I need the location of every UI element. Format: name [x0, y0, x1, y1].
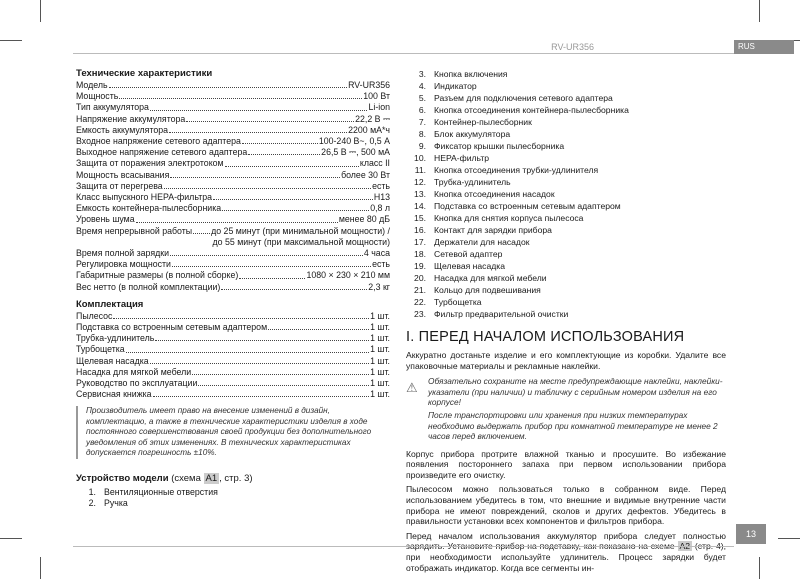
spec-row [76, 181, 390, 192]
crop-mark [0, 40, 22, 41]
crop-mark [759, 557, 760, 579]
spec-row [76, 226, 390, 237]
list-number: 12. [414, 177, 426, 187]
list-number: 6. [418, 105, 426, 115]
spec-row [76, 259, 390, 270]
list-number: 4. [418, 81, 426, 91]
spec-label: Время полной зарядки [76, 248, 169, 259]
crop-mark [0, 538, 22, 539]
spec-label: Щелевая насадка [76, 355, 149, 366]
spec-label: Руководство по эксплуатации [76, 378, 198, 389]
spec-row [76, 136, 390, 147]
list-item [406, 176, 726, 188]
spec-label: Входное напряжение сетевого адаптера [76, 136, 241, 147]
list-number: 19. [414, 261, 426, 271]
list-number: 17. [414, 237, 426, 247]
spec-value: 22,2 В ⎓ [355, 113, 390, 124]
spec-row [76, 378, 390, 389]
warning-block [406, 376, 726, 444]
list-number: 20. [414, 273, 426, 283]
page-number: 13 [736, 524, 766, 544]
kit-title: Комплектация [76, 298, 144, 310]
crop-mark [778, 538, 800, 539]
list-number: 7. [418, 117, 426, 127]
spec-row [76, 203, 390, 214]
list-item [406, 284, 726, 296]
leader-dots [248, 147, 320, 155]
list-text: Контакт для зарядки прибора [434, 225, 552, 235]
leader-dots [119, 91, 362, 99]
section-title: I. ПЕРЕД НАЧАЛОМ ИСПОЛЬЗОВАНИЯ [406, 329, 685, 345]
spec-label: Емкость аккумулятора [76, 124, 169, 135]
paragraph-text: при необходимости используйте удлинитель. Процесс зарядки будет отображать индикатор. Когда все сегменты ин- [406, 551, 726, 573]
leader-dots [136, 214, 338, 222]
list-text: Вентиляционные отверстия [104, 486, 218, 497]
list-item [406, 272, 726, 284]
spec-row [76, 125, 390, 136]
list-item [76, 498, 390, 510]
scheme-tag: A1 [205, 472, 218, 484]
list-text: Ручка [104, 498, 128, 509]
list-text: Блок аккумулятора [434, 129, 511, 139]
list-number: 15. [414, 213, 426, 223]
list-item [406, 260, 726, 272]
list-text: Кольцо для подвешивания [434, 285, 541, 295]
device-title [76, 473, 390, 485]
spec-value: есть [372, 259, 390, 270]
list-number: 22. [414, 297, 426, 307]
spec-label: Модель [76, 80, 108, 90]
list-number: 13. [414, 189, 426, 199]
spec-label: Турбощетка [76, 344, 125, 355]
spec-label: Габаритные размеры (в полной сборке) [76, 270, 239, 281]
list-item [406, 224, 726, 236]
spec-row [76, 356, 390, 367]
spec-value: 4 часа [363, 248, 390, 259]
spec-row [76, 333, 390, 344]
list-text: Кнопка отсоединения трубки-удлинителя [434, 165, 599, 175]
spec-row [76, 102, 390, 113]
spec-label: Тип аккумулятора [76, 102, 149, 113]
list-text: Фильтр предварительной очистки [434, 309, 569, 319]
warning-text: Обязательно сохраните на месте предупреждающие наклейки, наклейки-указатели (при наличии) и табличку с серийным номером изделия на его корпусе! [428, 376, 723, 407]
device-ref-prefix: (схема [171, 472, 204, 484]
spec-value: менее 80 дБ [338, 214, 390, 225]
list-number: 14. [414, 201, 426, 211]
spec-label: Емкость контейнера-пылесборника [76, 203, 222, 214]
spec-row [76, 389, 390, 400]
leader-dots [192, 367, 369, 375]
spec-value: 1 шт. [370, 322, 390, 333]
spec-label: Выходное напряжение сетевого адаптера [76, 147, 248, 158]
list-text: HEPA-фильтр [434, 153, 490, 163]
list-text: Трубка-удлинитель [434, 177, 511, 187]
spec-value: до 25 минут (при минимальной мощности) / [211, 225, 390, 236]
spec-row [76, 80, 390, 91]
list-item [76, 487, 390, 499]
device-list-left [76, 487, 390, 510]
spec-row [76, 367, 390, 378]
spec-label: Вес нетто (в полной комплектации) [76, 281, 221, 292]
kit-table [76, 311, 390, 401]
spec-label: Пылесос [76, 310, 113, 321]
list-text: Подставка со встроенным сетевым адаптером [434, 201, 621, 211]
spec-value: класс II [359, 158, 390, 169]
spec-label: Мощность всасывания [76, 169, 170, 180]
leader-dots [225, 158, 359, 166]
spec-label: Класс выпускного HEPA-фильтра [76, 192, 213, 203]
leader-dots [193, 226, 210, 234]
spec-value: 1 шт. [370, 310, 390, 321]
device-ref-suffix: , стр. 3) [219, 472, 253, 484]
spec-value-continued: до 55 минут (при максимальной мощности) [212, 236, 390, 247]
spec-value: 1080 × 230 × 210 мм [306, 270, 390, 281]
list-number: 2. [88, 498, 96, 509]
list-number: 9. [418, 141, 426, 151]
header-model: RV-UR356 [551, 42, 594, 52]
spec-label: Подставка со встроенным сетевым адаптером [76, 322, 268, 333]
left-column [76, 68, 390, 510]
leader-dots [169, 125, 347, 133]
spec-row [76, 282, 390, 293]
spec-row [76, 114, 390, 125]
leader-dots [170, 170, 340, 178]
leader-dots [221, 282, 367, 290]
spec-value: 2200 мА*ч [348, 124, 390, 135]
leader-dots [170, 248, 363, 256]
spec-value: 1 шт. [370, 389, 390, 400]
leader-dots [239, 270, 305, 278]
leader-dots [126, 344, 369, 352]
leader-dots [155, 333, 369, 341]
list-number: 11. [414, 165, 426, 175]
spec-row [76, 311, 390, 322]
spec-value: 2,3 кг [368, 281, 390, 292]
spec-value: 0,8 л [370, 203, 390, 214]
list-item [406, 140, 726, 152]
spec-row [76, 344, 390, 355]
leader-dots [222, 203, 369, 211]
list-number: 1. [88, 486, 96, 497]
spec-label: Трубка-удлинитель [76, 333, 155, 344]
spec-row [76, 147, 390, 158]
paragraph: Корпус прибора протрите влажной тканью и просушите. Во избежание появления постороннего запаха при первом использовании прибора произведите его очистку. [406, 448, 726, 480]
spec-value: Li-ion [368, 102, 390, 113]
spec-row [76, 322, 390, 333]
crop-mark [759, 0, 760, 22]
spec-label: Насадка для мягкой мебели [76, 366, 192, 377]
leader-dots [150, 102, 368, 110]
crop-mark [40, 0, 41, 22]
list-text: Кнопка для снятия корпуса пылесоса [434, 213, 584, 223]
paragraph: Пылесосом можно пользоваться только в собранном виде. Перед использованием убедитесь в том, что внешние и видимые внутренние части прибора не имеют повреждений, сколов и других дефектов. Убедитесь в правильности установки всех компонентов и фильтров прибора. [406, 484, 726, 527]
list-number: 18. [414, 249, 426, 259]
spec-label: Регулировка мощности [76, 259, 171, 270]
leader-dots [153, 389, 370, 397]
list-item [406, 188, 726, 200]
language-badge: RUS [734, 40, 794, 54]
list-item [406, 152, 726, 164]
list-text: Контейнер-пылесборник [434, 117, 532, 127]
list-item [406, 212, 726, 224]
leader-dots [164, 181, 371, 189]
list-number: 23. [414, 309, 426, 319]
list-text: Кнопка отсоединения контейнера-пылесборника [434, 105, 629, 115]
leader-dots [198, 378, 369, 386]
spec-row [76, 158, 390, 169]
spec-value: 1 шт. [370, 344, 390, 355]
spec-label: Защита от перегрева [76, 180, 163, 191]
spec-value: RV-UR356 [348, 80, 390, 90]
leader-dots [150, 356, 369, 364]
footer-rule [73, 546, 734, 547]
list-item [406, 116, 726, 128]
spec-value: 1 шт. [370, 378, 390, 389]
list-item [406, 296, 726, 308]
spec-value: 26,5 В ⎓, 500 мА [321, 147, 390, 158]
header-rule [73, 53, 734, 54]
paragraph-text: Перед началом использования аккумулятор прибора следует полностью [406, 530, 726, 541]
spec-value: 1 шт. [370, 333, 390, 344]
leader-dots [242, 136, 318, 144]
list-text: Сетевой адаптер [434, 249, 503, 259]
list-text: Разъем для подключения сетевого адаптера [434, 93, 613, 103]
list-item [406, 248, 726, 260]
leader-dots [268, 322, 369, 330]
list-number: 10. [414, 153, 426, 163]
spec-row [76, 91, 390, 102]
spec-label: Уровень шума [76, 214, 135, 225]
list-number: 8. [418, 129, 426, 139]
spec-row [76, 170, 390, 181]
list-number: 3. [418, 69, 426, 79]
specs-title: Технические характеристики [76, 68, 213, 79]
spec-value: 1 шт. [370, 366, 390, 377]
device-ref [171, 473, 252, 484]
list-item [406, 92, 726, 104]
list-item [406, 164, 726, 176]
warning-icon: ⚠ [406, 380, 418, 396]
list-item [406, 104, 726, 116]
spec-label: Защита от поражения электротоком [76, 158, 224, 169]
warning-text: После транспортировки или хранения при низких температурах необходимо выдержать прибор при комнатной температуре не менее 2 часов перед включением. [428, 410, 718, 442]
list-item [406, 128, 726, 140]
spec-value: 1 шт. [370, 355, 390, 366]
list-text: Фиксатор крышки пылесборника [434, 141, 565, 151]
list-item [406, 236, 726, 248]
spec-value: есть [372, 180, 390, 191]
list-text: Индикатор [434, 81, 477, 91]
leader-dots [186, 114, 354, 122]
spec-value: 100-240 В~, 0,5 А [318, 136, 390, 147]
spec-row [76, 270, 390, 281]
list-text: Щелевая насадка [434, 261, 505, 271]
crop-mark [40, 557, 41, 579]
leader-dots [109, 80, 348, 88]
disclaimer-note: Производитель имеет право на внесение изменений в дизайн, комплектацию, а также в технические характеристики изделия в ходе постоянного совершенствования своей продукции без дополнительного уведомления об этих изменениях. В технических характеристиках допускается погрешность ±10%. [76, 406, 390, 459]
list-number: 5. [418, 93, 426, 103]
specs-table [76, 80, 390, 293]
spec-row [76, 214, 390, 225]
paragraph: Аккуратно достаньте изделие и его комплектующие из коробки. Удалите все упаковочные материалы и рекламные наклейки. [406, 350, 726, 371]
spec-value: H13 [373, 192, 390, 203]
list-text: Насадка для мягкой мебели [434, 273, 547, 283]
spec-label: Напряжение аккумулятора [76, 113, 186, 124]
spec-label: Мощность [76, 91, 119, 102]
spec-row [76, 192, 390, 203]
list-item [406, 68, 726, 80]
device-title-text: Устройство модели [76, 472, 169, 484]
spec-label: Сервисная книжка [76, 389, 152, 400]
spec-label: Время непрерывной работы [76, 225, 193, 236]
device-list-right [406, 68, 726, 320]
leader-dots [113, 311, 369, 319]
list-number: 16. [414, 225, 426, 235]
right-column [406, 68, 726, 573]
list-text: Турбощетка [434, 297, 482, 307]
list-text: Держатели для насадок [434, 237, 530, 247]
list-number: 21. [414, 285, 426, 295]
paragraph [406, 531, 726, 573]
list-text: Кнопка включения [434, 69, 508, 79]
leader-dots [172, 259, 371, 267]
list-text: Кнопка отсоединения насадок [434, 189, 555, 199]
list-item [406, 308, 726, 320]
spec-value: более 30 Вт [341, 169, 390, 180]
list-item [406, 80, 726, 92]
leader-dots [213, 192, 373, 200]
list-item [406, 200, 726, 212]
spec-value: 100 Вт [363, 91, 390, 102]
spec-row [76, 248, 390, 259]
